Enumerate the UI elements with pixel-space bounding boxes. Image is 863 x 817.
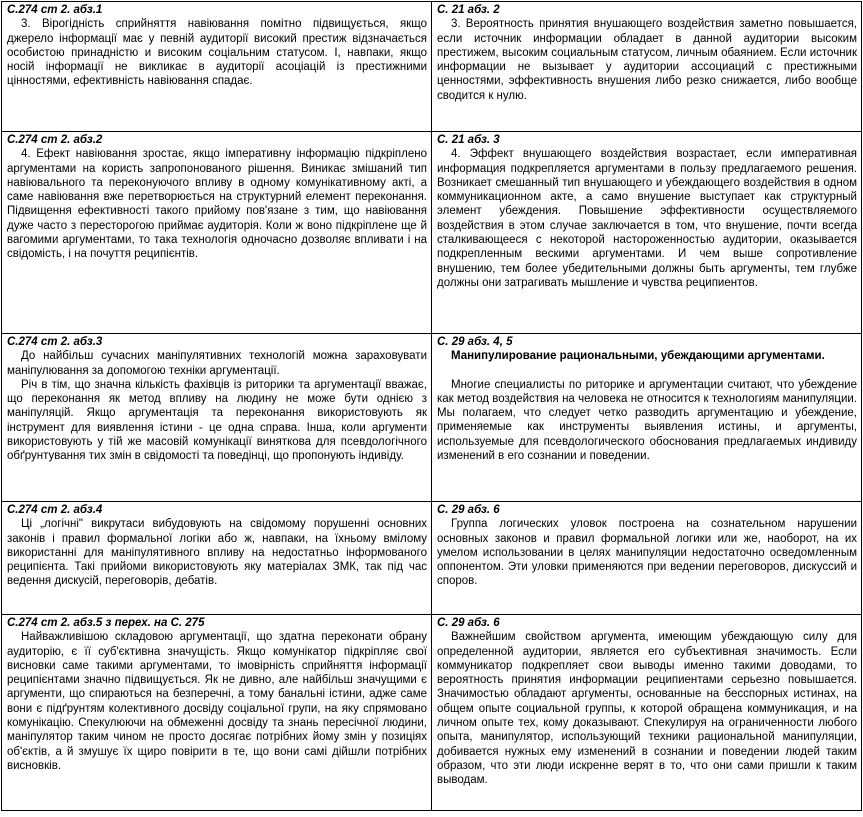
source-reference: С. 21 абз. 2 (437, 4, 500, 16)
source-reference: С.274 ст 2. абз.3 (7, 336, 103, 348)
paragraph: Группа логических уловок построена на сознательном нарушении основных законов и правил формальной логики или же, наоборот, на их умелом использовании в целях манипуляции недостаточно осведомленным оппонентом. Эти уловки применяются при ведении переговоров, дискуссий и споров. (437, 518, 857, 588)
source-reference: С. 29 абз. 6 (437, 617, 500, 629)
paragraph: 3. Вероятность принятия внушающего воздействия заметно повышается, если источник информации обладает в данной аудитории высоким престижем, высоким социальным статусом, личным обаянием. Если источник информации не вызывает у аудитории ассоциаций с престижными ценностями, эффективность внушения либо резко снижается, либо вообще сводится к нулю. (437, 18, 857, 102)
left-cell (2, 132, 432, 334)
right-cell (432, 2, 862, 132)
right-cell (432, 615, 862, 811)
right-cell (432, 334, 862, 502)
source-reference: С.274 ст 2. абз.4 (7, 504, 103, 516)
paragraph: 4. Эффект внушающего воздействия возрастает, если императивная информация подкрепляется аргументами в пользу предлагаемого решения. Возникает смешанный тип внушающего и убеждающего воздействия в одном коммуникационном акте, а само внушение выступает как структурный элемент убеждения. Повышение эффективности осуществляемого воздействия в этом случае заключается в том, что внушение, почти всегда сталкивающееся с некоторой настороженностью аудитории, оказывается подкрепленным вескими аргументами. И чем выше сопротивление внушению, тем более убедительными должны быть аргументы, тем глубже должны они затрагивать мышление и чувства реципиентов. (437, 148, 857, 289)
paragraph: 3. Вірогідність сприйняття навіювання помітно підвищується, якщо джерело інформації має у певній аудиторії високий престиж відзначається особистою принадністю и високим соціальним статусом. І, навпаки, якщо носій інформації не викликає в аудиторії асоціацій із престижними цінностями, ефективність навіювання спадає. (7, 18, 427, 88)
paragraph: 4. Ефект навіювання зростає, якщо імперативну інформацію підкріплено аргументами на користь запропонованого рішення. Виникає змішаний тип навіювального та переконуючого впливу в одному комунікативному акті, а саме навіювання вже перетворюється на структурний елемент переконання. Підвищення ефективності такого прийому пов'язане з тим, що навіювання дуже часто з пересторогою приймає аудиторія. Коли ж воно підкріплене ще й вагомими аргументами, то така технологія одночасно дозволяє впливати і на свідомість, і на почуття реципієнтів. (7, 148, 427, 261)
table-row (2, 615, 862, 811)
source-reference: С.274 ст 2. абз.5 з перех. на С. 275 (7, 617, 205, 629)
source-reference: С. 21 абз. 3 (437, 134, 500, 146)
paragraph: Многие специалисты по риторике и аргументации считают, что убеждение как метод воздействия на человека не относится к технологиям манипуляции. Мы полагаем, что следует четко разводить аргументацию и убеждение, применяемые как инструменты выявления истины, и аргументы, используемые для псевдологического обоснования предлагаемых индивиду изменений в его сознании и поведении. (437, 378, 857, 463)
table-row (2, 132, 862, 334)
source-reference: С.274 ст 2. абз.2 (7, 134, 103, 146)
table-row (2, 502, 862, 615)
paragraph: Річ в тім, що значна кількість фахівців із риторики та аргументації вважає, що переконання як метод впливу на людину не може бути однією з маніпуляцій. Якщо аргументація та переконання використовують як інструмент для виявлення істини - це одна справа. Інша, коли аргументи використовують у тій же масовій комунікації виняткова для псевдологічного обґрунтування тих змін в свідомості та поведінці, що пропонують індивіду. (7, 378, 427, 463)
left-cell (2, 615, 432, 811)
left-cell (2, 2, 432, 132)
table-row (2, 2, 862, 132)
paragraph: Важнейшим свойством аргумента, имеющим убеждающую силу для определенной аудитории, является его субъективная значимость. Если коммуникатор подкрепляет свои выводы именно такими доводами, то вероятность принятия информации реципиентами серьезно повышается. Значимостью обладают аргументы, основанные на бесспорных истинах, на общем опыте социальной группы, к которой обращена коммуникация, и на личном опыте тех, кому доказывают. Спекулируя на ограниченности любого опыта, манипулятор, использующий техники рациональной манипуляции, добивается нужных ему изменений в сознании и поведении людей таким образом, что эти люди искренне верят в то, что они сами пришли к таким выводам. (437, 631, 857, 787)
paragraph: Ці „логічні" викрутаси вибудовують на свідомому порушенні основних законів і правил формальної логіки або ж, навпаки, на їхньому вмілому використанні для маніпулятивного впливу на недостатньо інформованого реципієнта. Такі прийоми використовують яку матеріалах ЗМК, так під час ведення дискусій, переговорів, дебатів. (7, 518, 427, 588)
right-cell (432, 502, 862, 615)
comparison-table (1, 1, 862, 811)
paragraph: Найважливішою складовою аргументації, що здатна переконати обрану аудиторію, є її суб'єктивна значущість. Якщо комунікатор підкріпляє свої висновки саме такими аргументами, то імовірність сприйняття інформації реципієнтами значно підвищується. Як не дивно, але найбільш значущими є аргументи, що спираються на безперечні, а тому банальні істини, адже саме вони є підґрунтям колективного досвіду соціальної групи, на яку спрямовано комунікацію. Спекулюючи на обмеженні досвіду та знань пересічної людини, маніпулятор таким чином не просто досягає потрібних йому змін у позиціях об'єктів, а й змушує їх щиро повірити в те, що вони самі дійшли потрібних висновків. (7, 631, 427, 772)
right-cell (432, 132, 862, 334)
source-reference: С. 29 абз. 6 (437, 504, 500, 516)
left-cell (2, 502, 432, 615)
left-cell (2, 334, 432, 502)
source-reference: С. 29 абз. 4, 5 (437, 336, 513, 348)
table-row (2, 334, 862, 502)
section-heading: Манипулирование рациональными, убеждающими аргументами. (451, 350, 825, 363)
source-reference: С.274 ст 2. абз.1 (7, 4, 103, 16)
paragraph: До найбільш сучасних маніпулятивних технологій можна зараховувати маніпулювання за допомогою техніки аргументації. (7, 350, 427, 377)
